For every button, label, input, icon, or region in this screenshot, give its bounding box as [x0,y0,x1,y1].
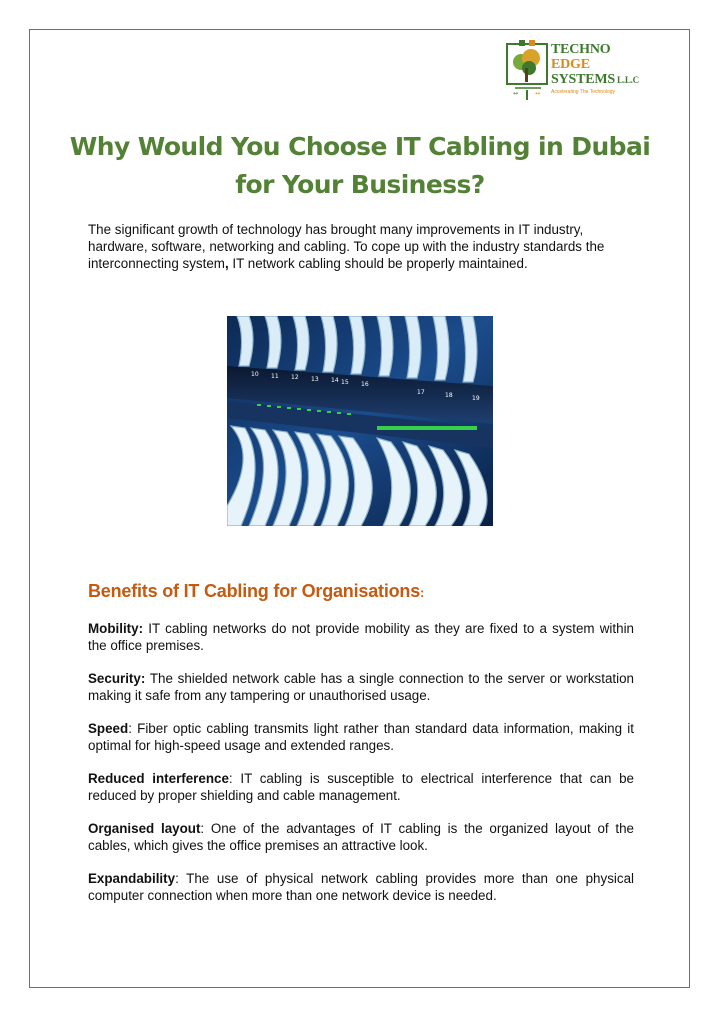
logo-line-edge: EDGE [551,57,590,72]
benefit-text: : Fiber optic cabling transmits light rather than standard data information, making it optimal for high-speed usage and extended ranges. [88,721,634,753]
benefit-label: Organised layout [88,821,201,836]
benefit-label: Reduced interference [88,771,229,786]
benefit-text: IT cabling networks do not provide mobility as they are fixed to a system within the office premises. [88,621,634,653]
logo-tagline: Accelerating The Technology [551,89,616,95]
logo-line-systems [551,72,639,88]
patch-panel-illustration [227,316,493,526]
benefit-mobility [88,620,634,654]
intro-bold-comma: , [224,256,229,271]
port-label: 11 [271,373,279,380]
benefit-security [88,670,634,704]
benefit-text: : IT cabling is susceptible to electrical interference that can be reduced by proper shielding and cable management. [88,771,634,803]
benefits-heading-text: Benefits of IT Cabling for Organisations [88,581,421,601]
benefits-list [88,620,634,920]
network-patch-panel-photo [227,316,493,526]
benefit-speed [88,720,634,754]
benefits-heading [88,580,424,604]
page-title: Why Would You Choose IT Cabling in Dubai for Your Business? [69,132,651,199]
port-label: 12 [291,374,299,381]
benefit-expandability [88,870,634,904]
logo-llc: L.L.C [616,75,639,85]
port-label: 17 [417,389,425,396]
intro-paragraph [88,221,634,272]
port-label: 18 [445,392,453,399]
company-logo [505,40,639,104]
port-label: 15 [341,379,349,386]
benefit-label: Security: [88,671,146,686]
port-label: 16 [361,381,369,388]
benefit-text: The shielded network cable has a single connection to the server or workstation making it safe from any tampering or unauthorised usage. [88,671,634,703]
port-label: 19 [472,395,480,402]
logo-line-techno: TECHNO [551,42,611,57]
svg-text:↔: ↔ [513,90,519,97]
port-label: 14 [331,377,339,384]
benefit-text: : The use of physical network cabling provides more than one physical computer connection when more than one network device is needed. [88,871,634,903]
benefit-label: Mobility: [88,621,144,636]
benefit-text: : One of the advantages of IT cabling is the organized layout of the cables, which gives the office premises an attractive look. [88,821,634,853]
tree-monitor-logo-icon [505,40,551,102]
logo-wordmark [551,42,639,95]
benefits-heading-colon: : [420,585,425,600]
port-label: 10 [251,371,259,378]
port-label: 13 [311,376,319,383]
benefit-label: Speed [88,721,129,736]
benefit-reduced-interference [88,770,634,804]
svg-text:↔: ↔ [535,90,541,97]
logo-systems-text: SYSTEMS [551,72,615,87]
benefit-label: Expandability [88,871,176,886]
intro-text-end: IT network cabling should be properly maintained. [228,256,528,271]
intro-text-start: The significant growth of technology has brought many improvements in IT industry, hardware, software, networking and cabling. To cope up with the industry standards the interconnecting system [88,222,605,271]
benefit-organised-layout [88,820,634,854]
